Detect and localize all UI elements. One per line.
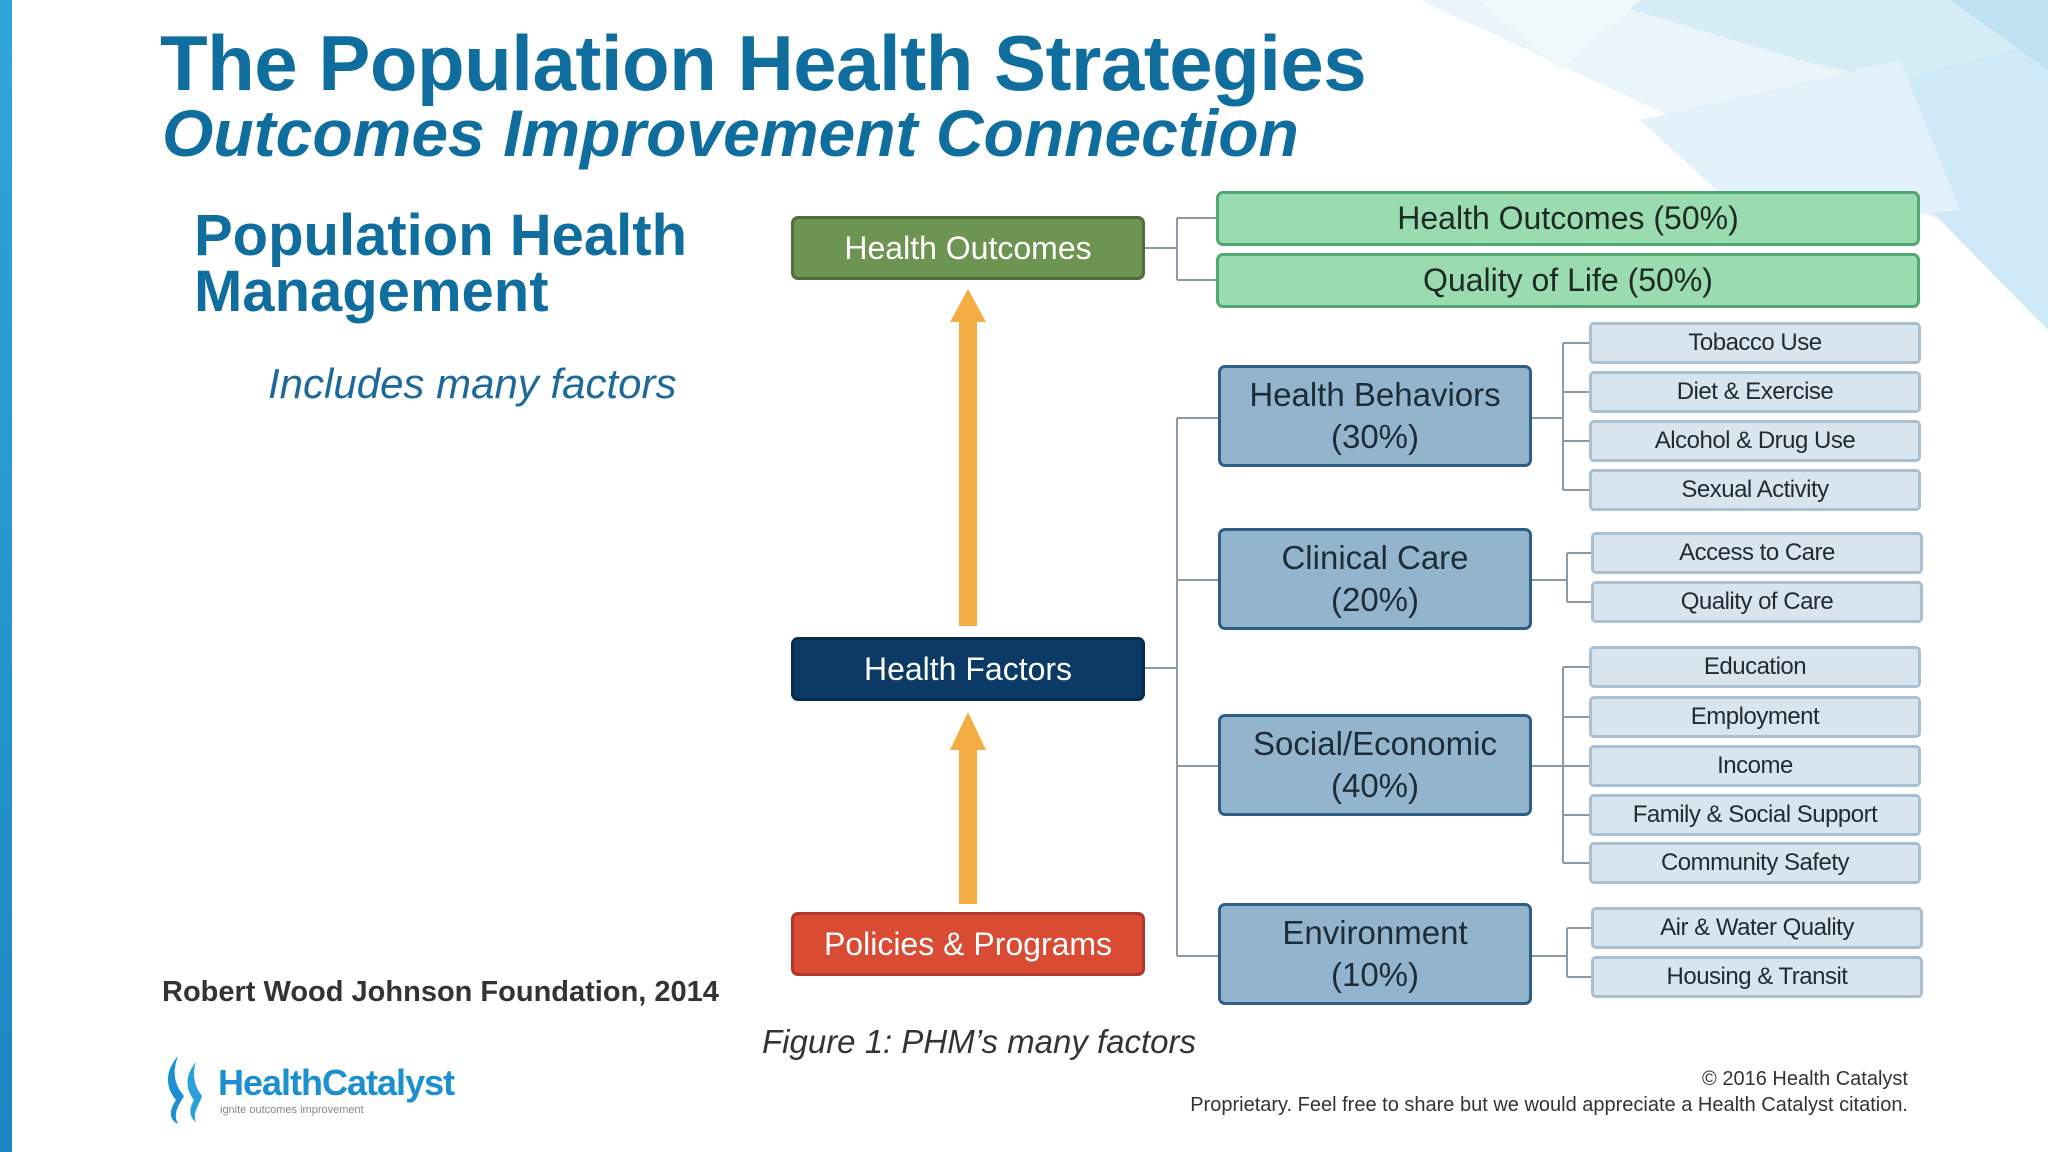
category-name: Health Behaviors <box>1249 376 1501 413</box>
arrow-factors-to-outcomes <box>959 318 977 626</box>
health-factors-box: Health Factors <box>791 637 1145 701</box>
arrow-policies-to-factors <box>959 746 977 904</box>
category-percent: (30%) <box>1330 418 1420 455</box>
factor-item-employment: Employment <box>1589 696 1921 738</box>
copyright-notice <box>1190 1066 1908 1118</box>
logo-word-health: Health <box>218 1062 323 1103</box>
health-catalyst-logo-icon <box>160 1052 218 1126</box>
arrow-head-factors <box>950 712 986 750</box>
category-name: Environment <box>1282 914 1468 951</box>
factor-item-income: Income <box>1589 745 1921 787</box>
category-percent: (20%) <box>1330 581 1420 618</box>
slide-subtitle: Outcomes Improvement Connection <box>162 96 1299 170</box>
factor-item-education: Education <box>1589 646 1921 688</box>
upward-arrows <box>950 289 986 904</box>
factor-item-quality-of-care: Quality of Care <box>1591 581 1923 623</box>
copyright-line: © 2016 Health Catalyst <box>1702 1068 1908 1090</box>
category-box-social-economic <box>1218 714 1532 816</box>
factor-item-air-water-quality: Air & Water Quality <box>1591 907 1923 949</box>
section-note: Includes many factors <box>268 360 677 407</box>
arrow-head-outcomes <box>950 289 986 322</box>
figure-caption: Figure 1: PHM’s many factors <box>762 1023 1197 1060</box>
factor-item-alcohol-drug-use: Alcohol & Drug Use <box>1589 420 1921 462</box>
logo-tagline: ignite outcomes improvement <box>220 1104 364 1116</box>
factor-item-community-safety: Community Safety <box>1589 842 1921 884</box>
category-box-clinical-care <box>1218 528 1532 630</box>
factor-item-diet-exercise: Diet & Exercise <box>1589 371 1921 413</box>
outcome-box-health-outcomes: Health Outcomes (50%) <box>1216 191 1920 246</box>
logo-word-catalyst: Catalyst <box>322 1062 455 1103</box>
factor-item-tobacco-use: Tobacco Use <box>1589 322 1921 364</box>
slide-title: The Population Health Strategies <box>160 19 1367 107</box>
source-citation: Robert Wood Johnson Foundation, 2014 <box>162 976 719 1008</box>
factor-item-access-to-care: Access to Care <box>1591 532 1923 574</box>
category-box-health-behaviors <box>1218 365 1532 467</box>
proprietary-line: Proprietary. Feel free to share but we would appreciate a Health Catalyst citation. <box>1190 1094 1908 1116</box>
outcome-box-quality-of-life: Quality of Life (50%) <box>1216 253 1920 308</box>
section-heading: Population Health Management <box>194 203 687 324</box>
category-name: Social/Economic <box>1253 725 1497 762</box>
category-name: Clinical Care <box>1281 539 1469 576</box>
health-outcomes-box: Health Outcomes <box>791 216 1145 280</box>
factor-item-housing-transit: Housing & Transit <box>1591 956 1923 998</box>
factor-item-family-social-support: Family & Social Support <box>1589 794 1921 836</box>
policies-programs-box: Policies & Programs <box>791 912 1145 976</box>
category-percent: (10%) <box>1330 956 1420 993</box>
category-box-environment <box>1218 903 1532 1005</box>
category-percent: (40%) <box>1330 767 1420 804</box>
logo-wordmark <box>218 1062 454 1104</box>
factor-item-sexual-activity: Sexual Activity <box>1589 469 1921 511</box>
